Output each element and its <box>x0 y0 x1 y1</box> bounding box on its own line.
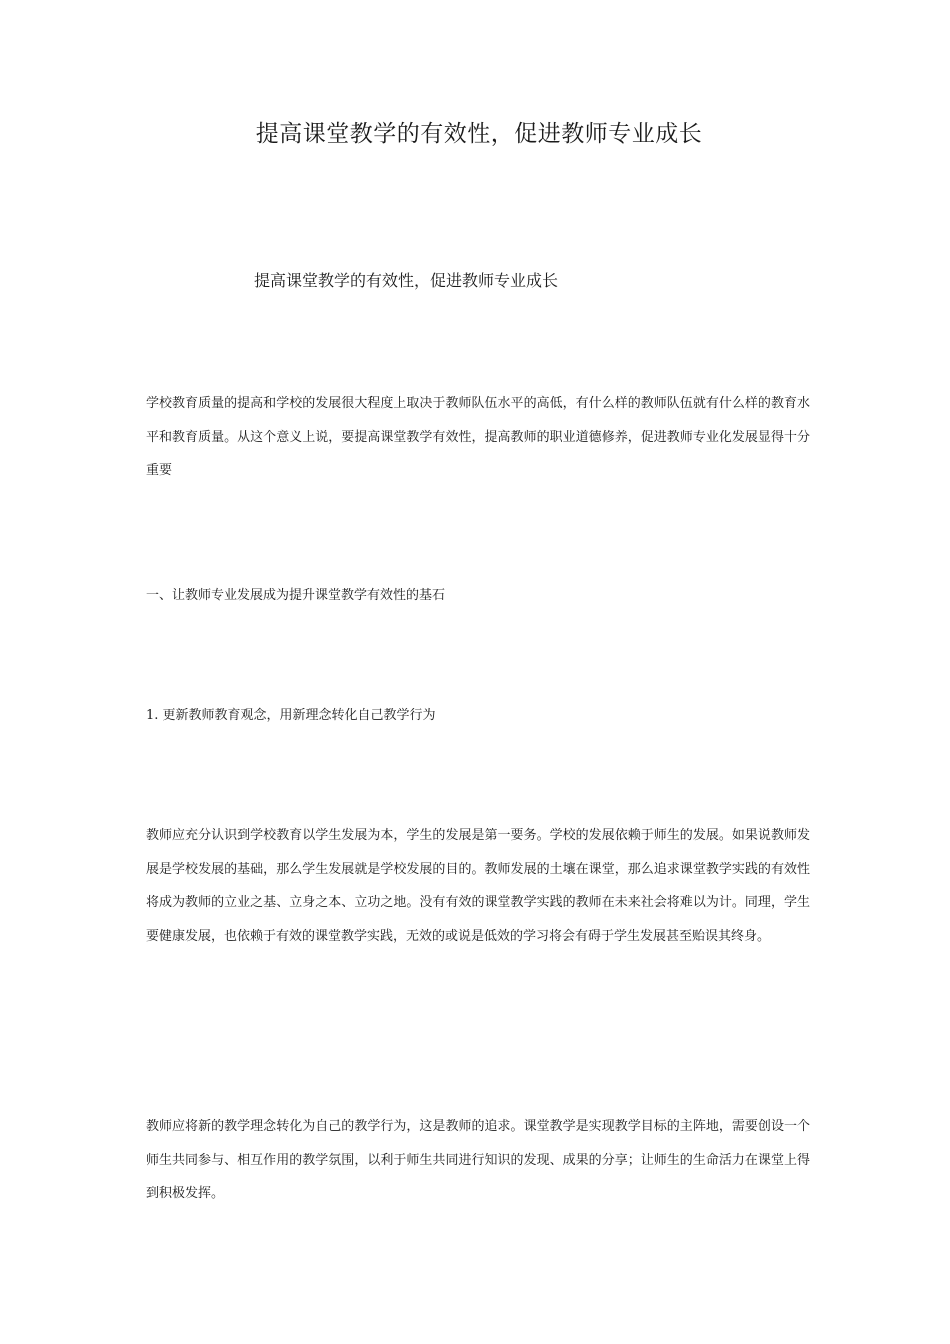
subsection-heading-1: 1. 更新教师教育观念，用新理念转化自己教学行为 <box>146 708 436 723</box>
intro-paragraph: 学校教育质量的提高和学校的发展很大程度上取决于教师队伍水平的高低，有什么样的教师队伍就有什么样的教育水平和教育质量。从这个意义上说，要提高课堂教学有效性，提高教师的职业道德修养，促进教师专业化发展显得十分重要 <box>146 396 810 478</box>
body-paragraph-2: 教师应将新的教学理念转化为自己的教学行为，这是教师的追求。课堂教学是实现教学目标的主阵地，需要创设一个师生共同参与、相互作用的教学氛围，以利于师生共同进行知识的发现、成果的分享；让师生的生命活力在课堂上得到积极发挥。 <box>146 1119 810 1201</box>
document-subtitle: 提高课堂教学的有效性，促进教师专业成长 <box>254 271 559 290</box>
document-title: 提高课堂教学的有效性，促进教师专业成长 <box>255 121 703 147</box>
body-paragraph-1: 教师应充分认识到学校教育以学生发展为本，学生的发展是第一要务。学校的发展依赖于师生的发展。如果说教师发展是学校发展的基础，那么学生发展就是学校发展的目的。教师发展的土壤在课堂，那么追求课堂教学实践的有效性将成为教师的立业之基、立身之本、立功之地。没有有效的课堂教学实践的教师在未来社会将难以为计。同理，学生要健康发展，也依赖于有效的课堂教学实践，无效的或说是低效的学习将会有碍于学生发展甚至贻误其终身。 <box>146 828 810 944</box>
section-heading-1: 一、让教师专业发展成为提升课堂教学有效性的基石 <box>146 588 446 603</box>
